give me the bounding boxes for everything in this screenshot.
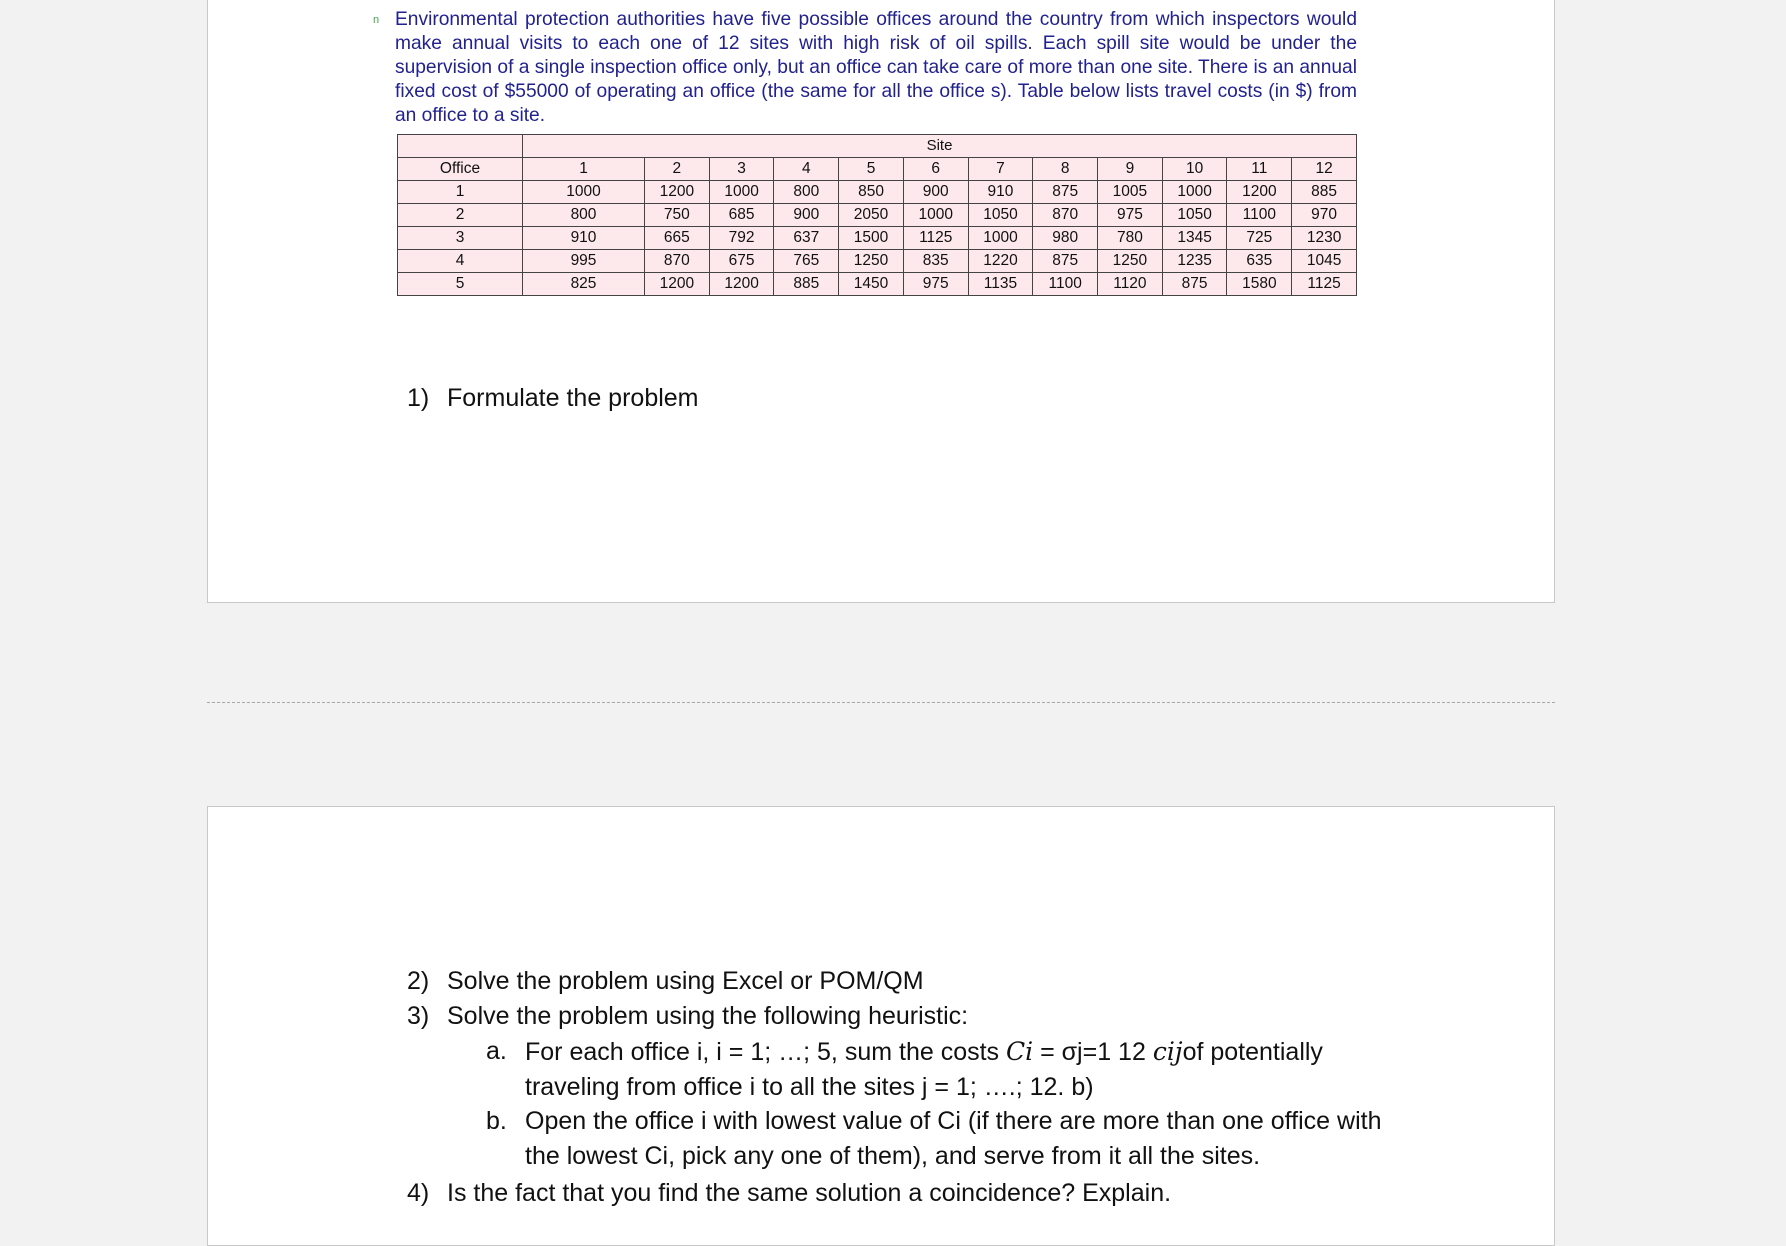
site-header-8: 8 [1033, 158, 1098, 181]
cost-cell: 637 [774, 227, 839, 250]
site-header-row [398, 135, 1357, 158]
table-row [398, 227, 1357, 250]
cost-cell: 1005 [1098, 181, 1163, 204]
column-header-row [398, 158, 1357, 181]
office-id-cell: 2 [398, 204, 523, 227]
cost-cell: 900 [774, 204, 839, 227]
site-header-2: 2 [645, 158, 710, 181]
site-header-6: 6 [903, 158, 968, 181]
cost-cell: 1125 [1292, 273, 1357, 296]
cost-cell: 1250 [839, 250, 904, 273]
cost-cell: 665 [645, 227, 710, 250]
cost-cell: 975 [1098, 204, 1163, 227]
cost-cell: 870 [645, 250, 710, 273]
cost-cell: 685 [709, 204, 774, 227]
cost-cell: 885 [1292, 181, 1357, 204]
site-header-12: 12 [1292, 158, 1357, 181]
cost-cell: 900 [903, 181, 968, 204]
question-3a: a. For each office i, i = 1; …; 5, sum the costs Ci = σj=1 12 cijof potentially traveling from office i to all the sites j = 1; ….; 12. b) [486, 1037, 1323, 1101]
problem-statement: Environmental protection authorities have five possible offices around the country from which inspectors would make annual visits to each one of 12 sites with high risk of oil spills. Each spill site would be under the supervision of a single inspection office only, but an office can take care of more than one site. There is an annual fixed cost of $55000 of operating an office (the same for all the office s). Table below lists travel costs (in $) from an office to a site. [395, 9, 1357, 126]
cost-cell: 875 [1033, 250, 1098, 273]
cost-cell: 1120 [1098, 273, 1163, 296]
question-3: 3) Solve the problem using the following heuristic: [407, 1002, 969, 1030]
travel-cost-table [397, 134, 1357, 296]
cost-cell: 1000 [903, 204, 968, 227]
cost-cell: 800 [523, 204, 645, 227]
cost-cell: 1200 [709, 273, 774, 296]
cost-cell: 1000 [523, 181, 645, 204]
office-id-cell: 1 [398, 181, 523, 204]
question-2: 2) Solve the problem using Excel or POM/QM [407, 967, 924, 995]
office-id-cell: 4 [398, 250, 523, 273]
cost-cell: 995 [523, 250, 645, 273]
cost-cell: 1045 [1292, 250, 1357, 273]
site-header-3: 3 [709, 158, 774, 181]
table-row [398, 273, 1357, 296]
cost-cell: 850 [839, 181, 904, 204]
cost-cell: 825 [523, 273, 645, 296]
cost-cell: 1000 [968, 227, 1033, 250]
cost-cell: 980 [1033, 227, 1098, 250]
question-3b: b. Open the office i with lowest value of Ci (if there are more than one office with the lowest Ci, pick any one of them), and serve from it all the sites. [486, 1107, 1382, 1170]
question-1: 1) Formulate the problem [407, 384, 699, 412]
cost-cell: 1450 [839, 273, 904, 296]
cost-cell: 1580 [1227, 273, 1292, 296]
cost-cell: 1000 [709, 181, 774, 204]
cost-cell: 1200 [645, 273, 710, 296]
site-header-11: 11 [1227, 158, 1292, 181]
site-label: Site [523, 135, 1357, 158]
table-row [398, 181, 1357, 204]
site-header-1: 1 [523, 158, 645, 181]
cost-cell: 1050 [968, 204, 1033, 227]
cost-cell: 870 [1033, 204, 1098, 227]
page-break-divider [207, 702, 1555, 703]
cost-cell: 1200 [1227, 181, 1292, 204]
cost-cell: 1100 [1033, 273, 1098, 296]
cost-cell: 780 [1098, 227, 1163, 250]
cost-cell: 1235 [1162, 250, 1227, 273]
cost-cell: 1200 [645, 181, 710, 204]
cost-cell: 765 [774, 250, 839, 273]
cost-cell: 1250 [1098, 250, 1163, 273]
cost-cell: 1345 [1162, 227, 1227, 250]
cost-cell: 975 [903, 273, 968, 296]
cost-cell: 800 [774, 181, 839, 204]
cost-cell: 750 [645, 204, 710, 227]
math-ci: Ci [1006, 1037, 1034, 1066]
cost-cell: 835 [903, 250, 968, 273]
cost-cell: 675 [709, 250, 774, 273]
cost-cell: 1125 [903, 227, 968, 250]
cost-cell: 1100 [1227, 204, 1292, 227]
cost-cell: 635 [1227, 250, 1292, 273]
cost-cell: 1000 [1162, 181, 1227, 204]
cost-cell: 885 [774, 273, 839, 296]
table-row [398, 204, 1357, 227]
cost-cell: 1220 [968, 250, 1033, 273]
cost-cell: 970 [1292, 204, 1357, 227]
cost-cell: 1050 [1162, 204, 1227, 227]
office-id-cell: 3 [398, 227, 523, 250]
cost-cell: 1135 [968, 273, 1033, 296]
site-header-5: 5 [839, 158, 904, 181]
question-4: 4) Is the fact that you find the same solution a coincidence? Explain. [407, 1179, 1172, 1207]
site-header-9: 9 [1098, 158, 1163, 181]
cost-cell: 725 [1227, 227, 1292, 250]
cost-cell: 875 [1162, 273, 1227, 296]
site-header-4: 4 [774, 158, 839, 181]
cost-cell: 1230 [1292, 227, 1357, 250]
cost-cell: 910 [523, 227, 645, 250]
office-label: Office [398, 158, 523, 181]
table-row [398, 250, 1357, 273]
corner-cell [398, 135, 523, 158]
office-id-cell: 5 [398, 273, 523, 296]
cost-cell: 1500 [839, 227, 904, 250]
cost-cell: 792 [709, 227, 774, 250]
cost-cell: 875 [1033, 181, 1098, 204]
site-header-10: 10 [1162, 158, 1227, 181]
bullet-icon: n [373, 14, 380, 26]
cost-cell: 2050 [839, 204, 904, 227]
cost-cell: 910 [968, 181, 1033, 204]
site-header-7: 7 [968, 158, 1033, 181]
math-cij: cij [1152, 1037, 1183, 1066]
